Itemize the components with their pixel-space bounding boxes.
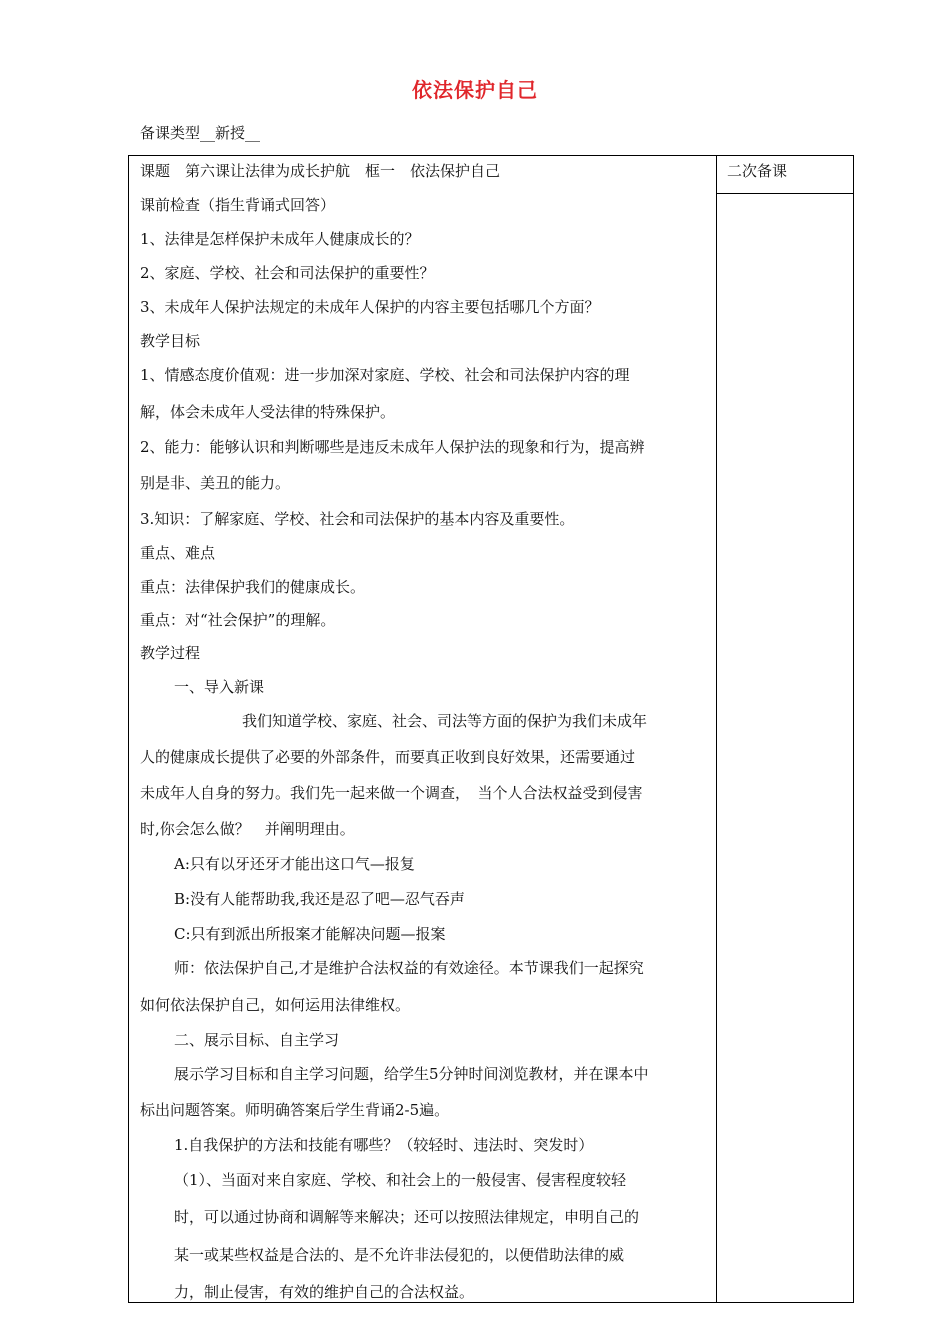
teaching-process-heading: 教学过程 <box>140 644 201 662</box>
intro-para-line-1: 我们知道学校、家庭、社会、司法等方面的保护为我们未成年 <box>242 712 648 730</box>
check-question-3: 3、未成年人保护法规定的未成年人保护的内容主要包括哪几个方面？ <box>140 298 600 316</box>
answer-1-line-3: 某一或某些权益是合法的、是不允许非法侵犯的，以便借助法律的威 <box>174 1246 625 1264</box>
key-points-heading: 重点、难点 <box>140 544 216 562</box>
answer-1-line-1: （1）、当面对来自家庭、学校、和社会上的一般侵害、侵害程度较轻 <box>174 1171 627 1189</box>
answer-1-line-2: 时，可以通过协商和调解等来解决；还可以按照法律规定，申明自己的 <box>174 1208 640 1226</box>
check-question-1: 1、法律是怎样保护未成年人健康成长的？ <box>140 230 420 248</box>
section-2-heading: 二、展示目标、自主学习 <box>174 1031 340 1049</box>
question-1: 1.自我保护的方法和技能有哪些？（较轻时、违法时、突发时） <box>174 1136 594 1154</box>
side-header-divider <box>717 193 854 194</box>
goal-2-line-2: 别是非、美丑的能力。 <box>140 474 291 492</box>
section-1-heading: 一、导入新课 <box>174 678 265 696</box>
option-c: C:只有到派出所报案才能解决问题—报案 <box>174 925 446 943</box>
lesson-plan-table <box>128 155 854 1303</box>
pre-class-check-heading: 课前检查（指生背诵式回答） <box>140 196 336 214</box>
key-point-2: 重点：对“社会保护”的理解。 <box>140 611 336 629</box>
column-divider <box>716 156 717 1302</box>
lesson-topic-line: 课题 第六课让法律为成长护航 框一 依法保护自己 <box>140 162 501 180</box>
lesson-type-line: 备课类型__新授__ <box>140 124 261 142</box>
teacher-remark-line-2: 如何依法保护自己，如何运用法律维权。 <box>140 996 411 1014</box>
intro-para-line-3: 未成年人自身的努力。我们先一起来做一个调查， 当个人合法权益受到侵害 <box>140 784 643 802</box>
key-point-1: 重点：法律保护我们的健康成长。 <box>140 578 366 596</box>
intro-para-line-2: 人的健康成长提供了必要的外部条件，而要真正收到良好效果，还需要通过 <box>140 748 636 766</box>
teacher-remark-line-1: 师：依法保护自己,才是维护合法权益的有效途径。本节课我们一起探究 <box>174 959 644 977</box>
option-b: B:没有人能帮助我,我还是忍了吧—忍气吞声 <box>174 890 465 908</box>
document-title: 依法保护自己 <box>412 78 538 102</box>
option-a: A:只有以牙还牙才能出这口气—报复 <box>174 855 415 873</box>
check-question-2: 2、家庭、学校、社会和司法保护的重要性？ <box>140 264 435 282</box>
second-prep-header: 二次备课 <box>727 162 788 180</box>
intro-para-line-4: 时,你会怎么做？ 并阐明理由。 <box>140 820 355 838</box>
self-study-line-1: 展示学习目标和自主学习问题，给学生5分钟时间浏览教材，并在课本中 <box>174 1065 649 1083</box>
answer-1-line-4: 力，制止侵害，有效的维护自己的合法权益。 <box>174 1283 475 1301</box>
teaching-goals-heading: 教学目标 <box>140 332 201 350</box>
goal-3: 3.知识：了解家庭、学校、社会和司法保护的基本内容及重要性。 <box>140 510 575 528</box>
goal-1-line-1: 1、情感态度价值观：进一步加深对家庭、学校、社会和司法保护内容的理 <box>140 366 630 384</box>
goal-1-line-2: 解，体会未成年人受法律的特殊保护。 <box>140 403 396 421</box>
self-study-line-2: 标出问题答案。师明确答案后学生背诵2-5遍。 <box>140 1101 450 1119</box>
goal-2-line-1: 2、能力：能够认识和判断哪些是违反未成年人保护法的现象和行为，提高辨 <box>140 438 645 456</box>
